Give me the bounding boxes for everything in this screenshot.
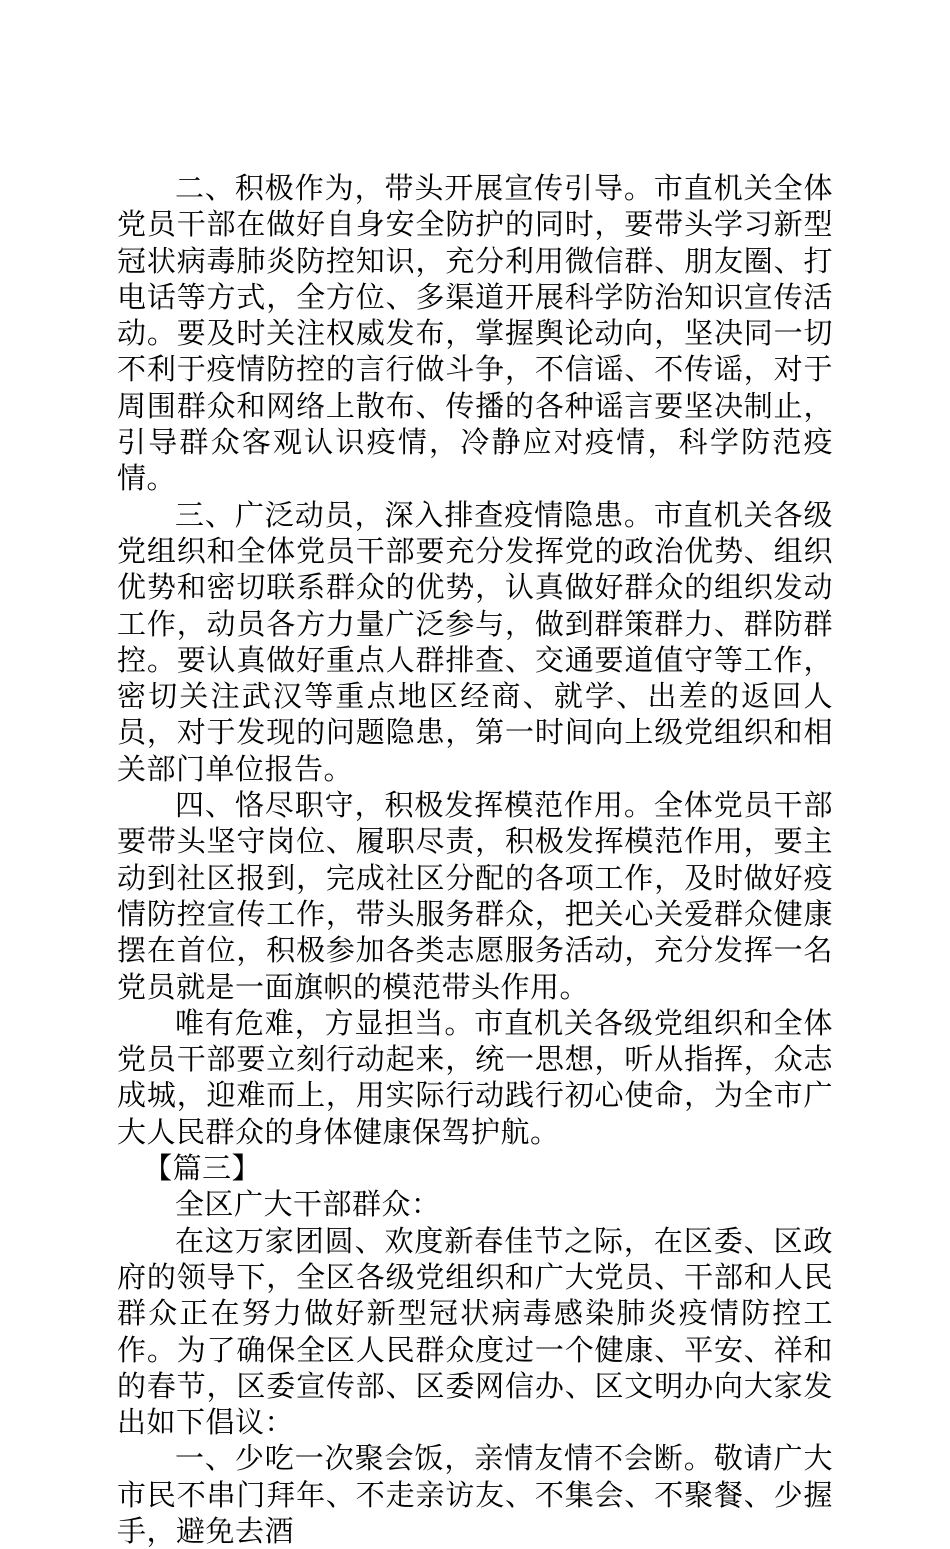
salutation: 全区广大干部群众： <box>175 1187 441 1222</box>
document-body <box>117 170 833 1549</box>
paragraph-publicity: 二、积极作为，带头开展宣传引导。市直机关全体党员干部在做好自身安全防护的同时，要带头学习新型冠状病毒肺炎防控知识，充分利用微信群、朋友圈、打电话等方式，全方位、多渠道开展科学防治知识宣传活动。要及时关注权威发布，掌握舆论动向，坚决同一切不利于疫情防控的言行做斗争，不信谣、不传谣，对于周围群众和网络上散布、传播的各种谣言要坚决制止，引导群众客观认识疫情，冷静应对疫情，科学防范疫情。 <box>117 171 833 496</box>
paragraph-item-one: 一、少吃一次聚会饭，亲情友情不会断。敬请广大市民不串门拜年、不走亲访友、不集会、不聚餐、少握手，避免去酒 <box>117 1441 833 1548</box>
paragraph-duty: 四、恪尽职守，积极发挥模范作用。全体党员干部要带头坚守岗位、履职尽责，积极发挥模范作用，要主动到社区报到，完成社区分配的各项工作，及时做好疫情防控宣传工作，带头服务群众，把关心关爱群众健康摆在首位，积极参加各类志愿服务活动，充分发挥一名党员就是一面旗帜的模范带头作用。 <box>117 788 833 1004</box>
paragraph-intro: 在这万家团圆、欢度新春佳节之际，在区委、区政府的领导下，全区各级党组织和广大党员、干部和人民群众正在努力做好新型冠状病毒感染肺炎疫情防控工作。为了确保全区人民群众度过一个健康、平安、祥和的春节，区委宣传部、区委网信办、区文明办向大家发出如下倡议： <box>117 1223 833 1440</box>
paragraph-conclusion: 唯有危难，方显担当。市直机关各级党组织和全体党员干部要立刻行动起来，统一思想，听从指挥，众志成城，迎难而上，用实际行动践行初心使命，为全市广大人民群众的身体健康保驾护航。 <box>117 1005 833 1149</box>
section-heading: 【篇三】 <box>143 1151 262 1186</box>
paragraph-mobilization: 三、广泛动员，深入排查疫情隐患。市直机关各级党组织和全体党员干部要充分发挥党的政治优势、组织优势和密切联系群众的优势，认真做好群众的组织发动工作，动员各方力量广泛参与，做到群策群力、群防群控。要认真做好重点人群排查、交通要道值守等工作，密切关注武汉等重点地区经商、就学、出差的返回人员，对于发现的问题隐患，第一时间向上级党组织和相关部门单位报告。 <box>117 497 833 786</box>
